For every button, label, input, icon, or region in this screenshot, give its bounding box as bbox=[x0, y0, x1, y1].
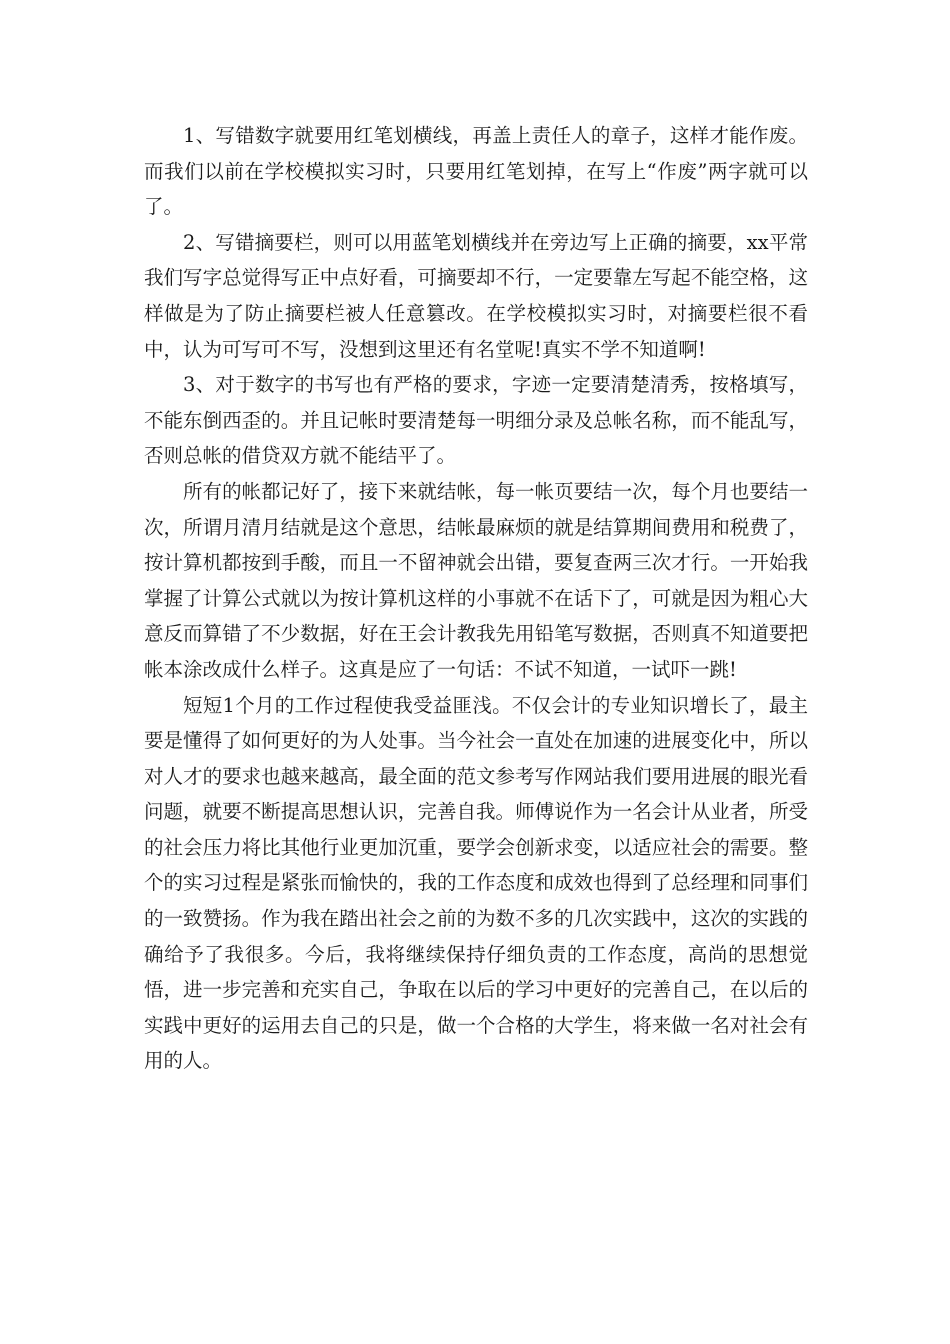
paragraph-3: 3、对于数字的书写也有严格的要求，字迹一定要清楚清秀，按格填写，不能东倒西歪的。并且记帐时要清楚每一明细分录及总帐名称，而不能乱写，否则总帐的借贷双方就不能结平了。 bbox=[144, 373, 808, 468]
document-body bbox=[144, 118, 808, 1079]
paragraph-4: 所有的帐都记好了，接下来就结帐，每一帐页要结一次，每个月也要结一次，所谓月清月结就是这个意思，结帐最麻烦的就是结算期间费用和税费了，按计算机都按到手酸，而且一不留神就会出错，要复查两三次才行。一开始我掌握了计算公式就以为按计算机这样的小事就不在话下了，可就是因为粗心大意反而算错了不少数据，好在王会计教我先用铅笔写数据，否则真不知道要把帐本涂改成什么样子。这真是应了一句话：不试不知道，一试吓一跳! bbox=[144, 479, 808, 681]
paragraph-1: 1、写错数字就要用红笔划横线，再盖上责任人的章子，这样才能作废。而我们以前在学校模拟实习时，只要用红笔划掉，在写上“作废”两字就可以了。 bbox=[144, 124, 808, 219]
paragraph-2: 2、写错摘要栏，则可以用蓝笔划横线并在旁边写上正确的摘要，xx平常我们写字总觉得写正中点好看，可摘要却不行，一定要靠左写起不能空格，这样做是为了防止摘要栏被人任意篡改。在学校模拟实习时，对摘要栏很不看中，认为可写可不写，没想到这里还有名堂呢!真实不学不知道啊! bbox=[144, 230, 808, 361]
paragraph-5: 短短1个月的工作过程使我受益匪浅。不仅会计的专业知识增长了，最主要是懂得了如何更好的为人处事。当今社会一直处在加速的进展变化中，所以对人才的要求也越来越高，最全面的范文参考写作网站我们要用进展的眼光看问题，就要不断提高思想认识，完善自我。师傅说作为一名会计从业者，所受的社会压力将比其他行业更加沉重，要学会创新求变，以适应社会的需要。整个的实习过程是紧张而愉快的，我的工作态度和成效也得到了总经理和同事们的一致赞扬。作为我在踏出社会之前的为数不多的几次实践中，这次的实践的确给予了我很多。今后，我将继续保持仔细负责的工作态度，高尚的思想觉悟，进一步完善和充实自己，争取在以后的学习中更好的完善自己，在以后的实践中更好的运用去自己的只是，做一个合格的大学生，将来做一名对社会有用的人。 bbox=[144, 693, 808, 1073]
